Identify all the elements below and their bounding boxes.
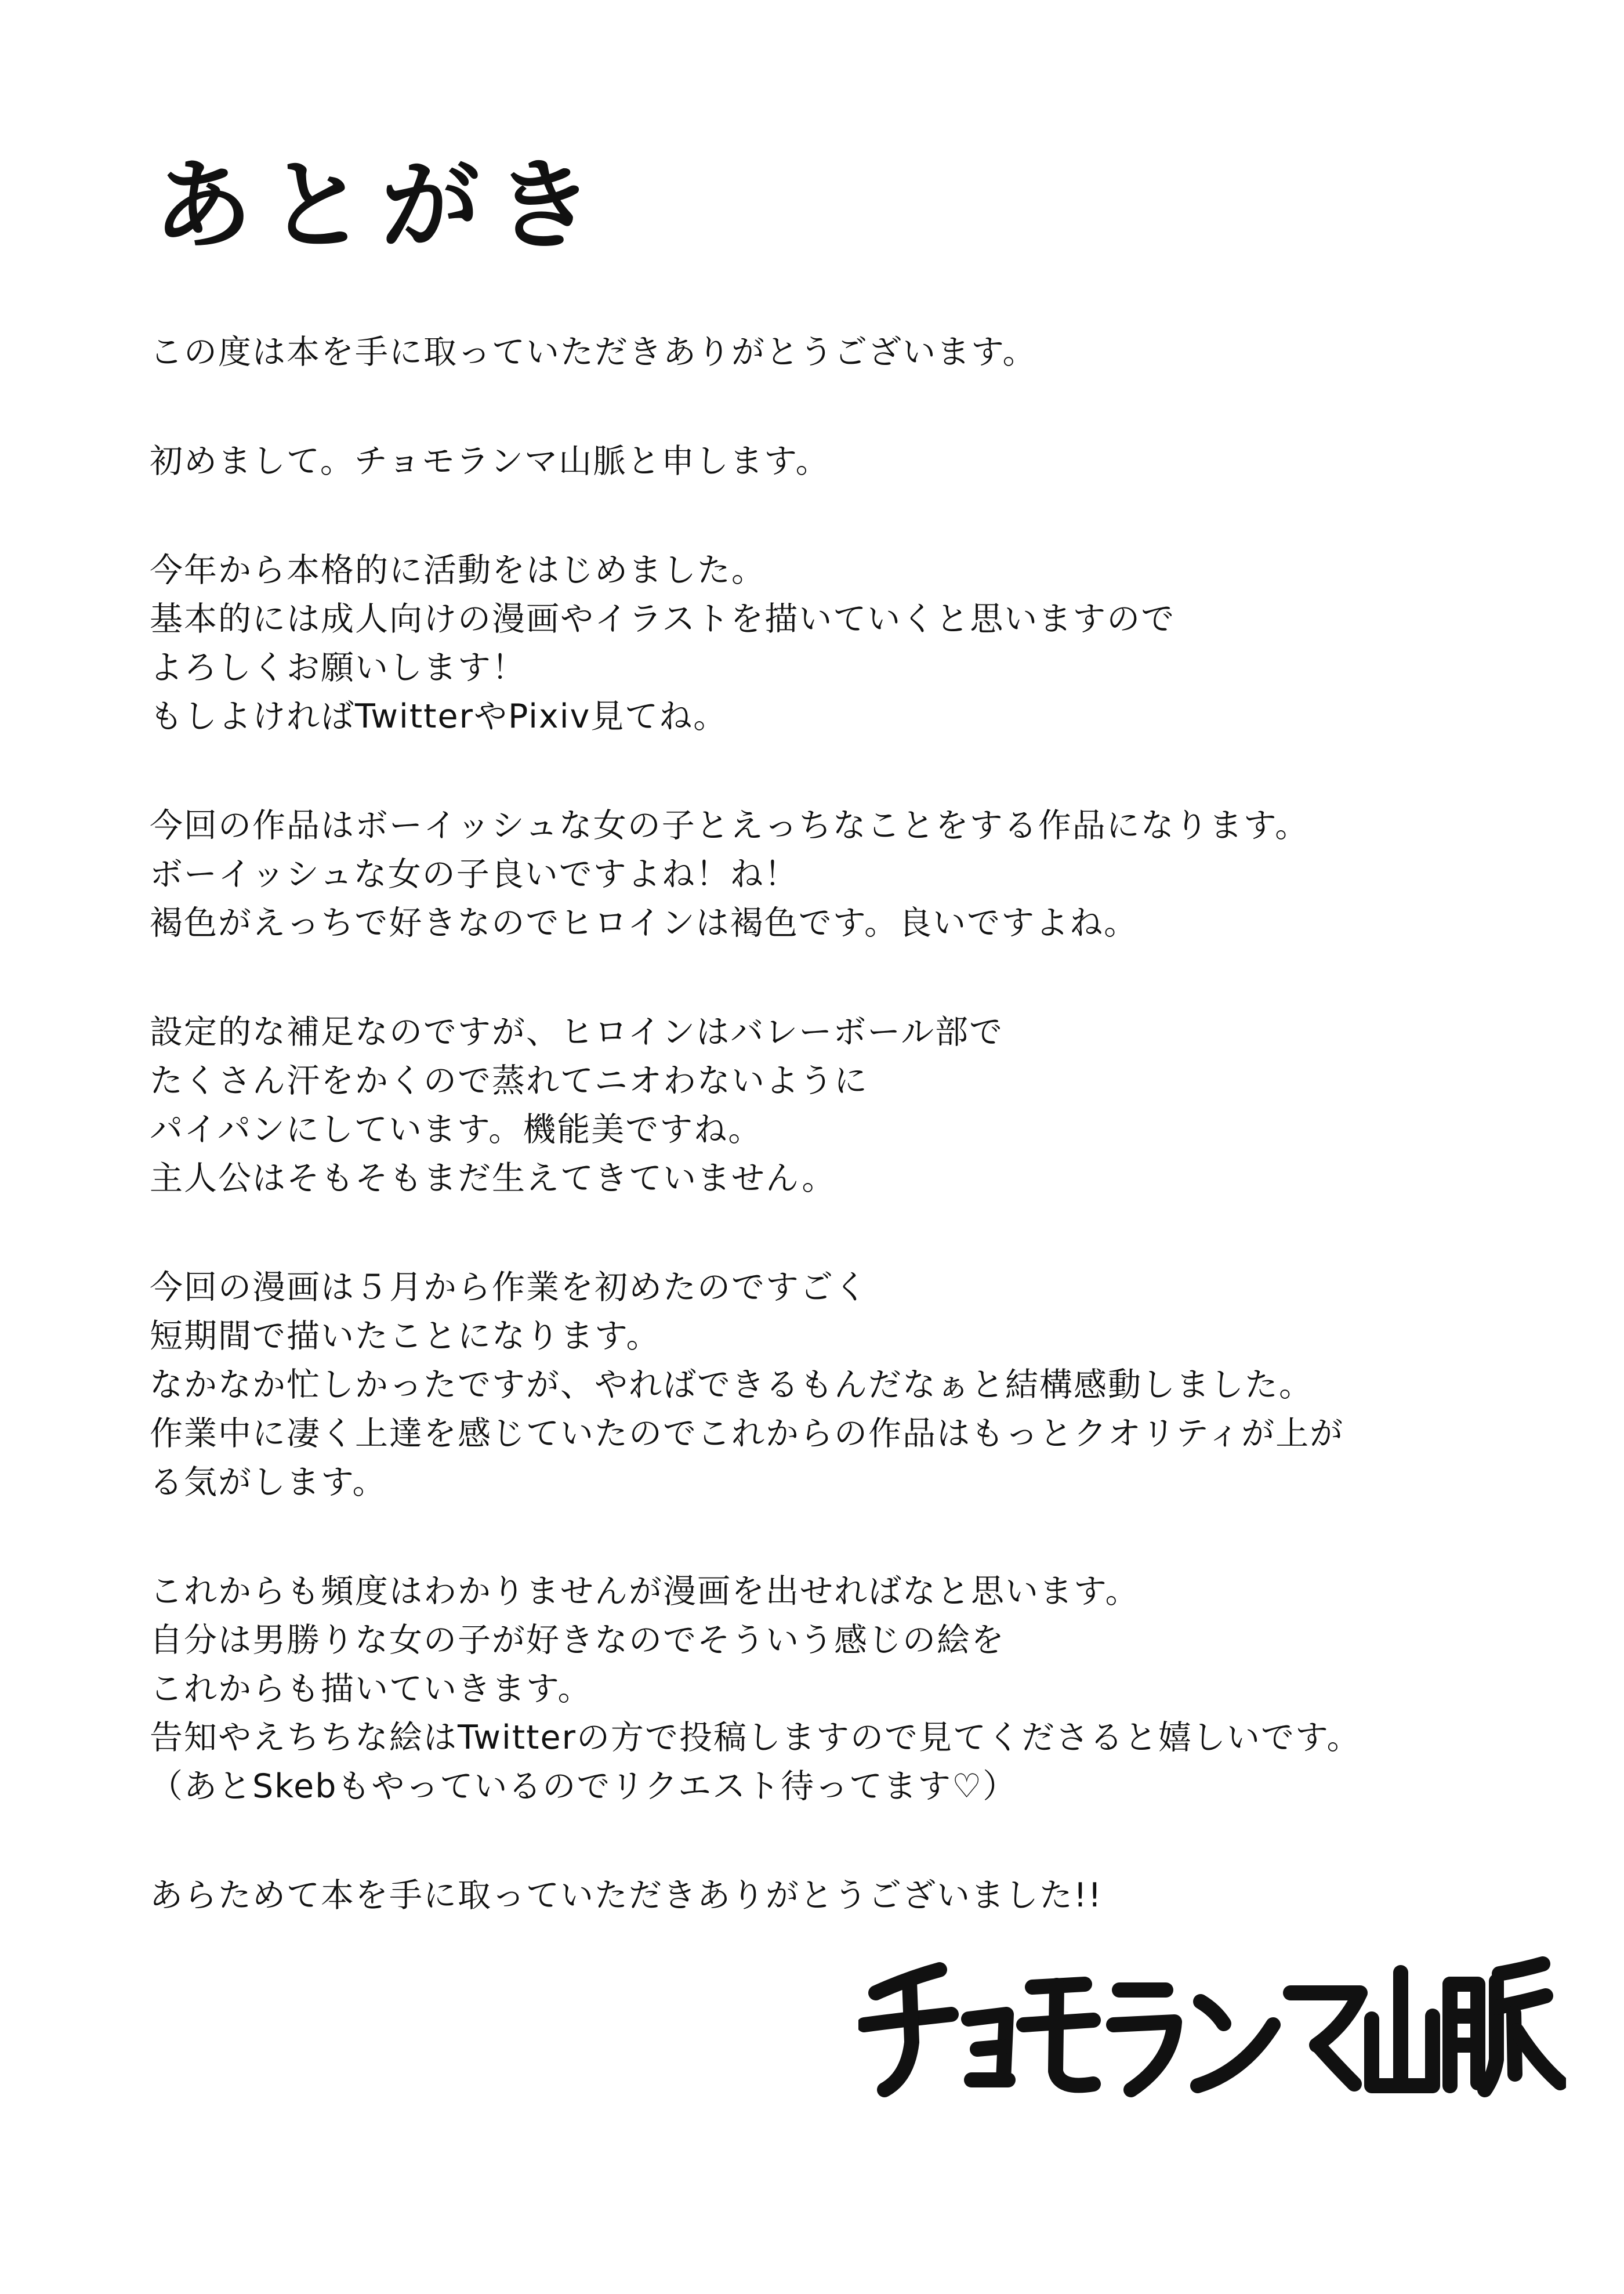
text-line: 作業中に凄く上達を感じていたのでこれからの作品はもっとクオリティが上が [150, 1414, 1344, 1453]
text-line: （あとSkebもやっているのでリクエスト待ってます♡） [150, 1767, 1017, 1805]
signature-drawing [858, 1938, 1566, 2106]
paragraph-setting-notes [150, 1008, 1553, 1203]
text-line: 主人公はそもそもまだ生えてきていません。 [150, 1159, 836, 1197]
paragraph-introduction [150, 437, 1553, 486]
text-line: 設定的な補足なのですが、ヒロインはバレーボール部で [150, 1013, 1004, 1051]
text-line: 告知やえちちな絵はTwitterの方で投稿しますので見てくださると嬉しいです。 [150, 1718, 1361, 1757]
paragraph-work-description [150, 801, 1553, 947]
text-line: もしよければTwitterやPixiv見てね。 [150, 697, 728, 736]
text-line: 今回の作品はボーイッシュな女の子とえっちなことをする作品になります。 [150, 806, 1310, 845]
text-line: これからも頻度はわかりませんが漫画を出せればなと思います。 [150, 1572, 1140, 1611]
text-line: これからも描いていきます。 [150, 1670, 592, 1708]
text-line: 自分は男勝りな女の子が好きなのでそういう感じの絵を [150, 1621, 1005, 1659]
text-line: ボーイッシュな女の子良いですよね！ね！ [150, 855, 799, 893]
paragraph-activity [150, 546, 1553, 741]
text-line: る気がします。 [150, 1463, 387, 1501]
paragraph-closing [150, 1871, 1553, 1920]
text-line: パイパンにしています。機能美ですね。 [150, 1110, 763, 1149]
paragraph-production [150, 1263, 1553, 1507]
text-line: 今回の漫画は５月から作業を初めたのですごく [150, 1268, 868, 1307]
text-line: なかなか忙しかったですが、やればできるもんだなぁと結構感動しました。 [150, 1366, 1313, 1404]
text-line: 今年から本格的に活動をはじめました。 [150, 551, 766, 589]
paragraph-thanks [150, 328, 1553, 377]
paragraph-future-plans [150, 1567, 1553, 1811]
text-line: 短期間で描いたことになります。 [150, 1317, 661, 1355]
text-line: 基本的には成人向けの漫画やイラストを描いていくと思いますので [150, 600, 1176, 638]
text-line: よろしくお願いします！ [150, 649, 526, 687]
text-line: たくさん汗をかくので蒸れてニオわないように [150, 1062, 868, 1100]
text-line: この度は本を手に取っていただきありがとうございます。 [150, 333, 1037, 371]
page-title: あとがき [154, 149, 609, 263]
text-line: 初めまして。チョモランマ山脈と申します。 [150, 442, 830, 480]
handwritten-signature [858, 1938, 1566, 2106]
text-line: あらためて本を手に取っていただきありがとうございました!! [150, 1876, 1103, 1915]
afterword-body [150, 328, 1553, 1980]
text-line: 褐色がえっちで好きなのでヒロインは褐色です。良いですよね。 [150, 904, 1139, 942]
